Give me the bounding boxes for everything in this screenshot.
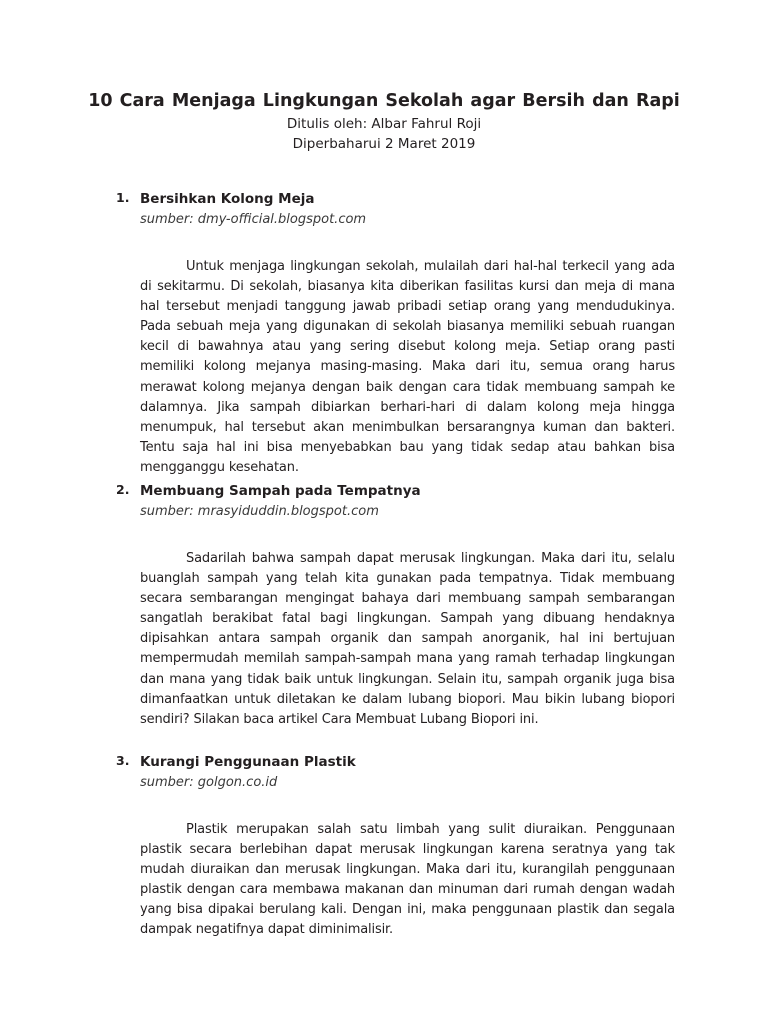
- document-title: 10 Cara Menjaga Lingkungan Sekolah agar Bersih dan Rapi: [88, 91, 680, 111]
- document-header: [0, 88, 768, 154]
- section-source: sumber: mrasyiduddin.blogspot.com: [140, 504, 379, 519]
- section-heading: Kurangi Penggunaan Plastik: [140, 754, 356, 770]
- author-line: Ditulis oleh: Albar Fahrul Roji: [286, 116, 482, 132]
- section-number: 3.: [116, 753, 130, 768]
- section-heading: Bersihkan Kolong Meja: [140, 191, 315, 207]
- section-body: Untuk menjaga lingkungan sekolah, mulailah dari hal-hal terkecil yang ada di sekitarmu. Di sekolah, biasanya kita diberikan fasilitas kursi dan meja di mana hal tersebut menjadi tanggung jawab pribadi setiap orang yang mendudukinya. Pada sebuah meja yang digunakan di sekolah biasanya memiliki sebuah ruangan kecil di bawahnya atau yang sering disebut kolong meja. Setiap orang pasti memiliki kolong mejanya masing-masing. Maka dari itu, semua orang harus merawat kolong mejanya dengan baik dengan cara tidak membuang sampah ke dalamnya. Jika sampah dibiarkan berhari-hari di dalam kolong meja hingga menumpuk, hal tersebut akan menimbulkan bersarangnya kuman dan bakteri. Tentu saja hal ini bisa menyebabkan bau yang tidak sedap atau bahkan bisa mengganggu kesehatan.: [140, 259, 675, 475]
- section-1: [0, 188, 768, 478]
- section-heading: Membuang Sampah pada Tempatnya: [140, 483, 421, 499]
- section-3: [0, 751, 768, 941]
- section-source: sumber: dmy-official.blogspot.com: [140, 212, 367, 227]
- section-number: 2.: [116, 482, 130, 497]
- section-source: sumber: golgon.co.id: [140, 775, 278, 790]
- section-2: [0, 480, 768, 730]
- section-body: Sadarilah bahwa sampah dapat merusak lingkungan. Maka dari itu, selalu buanglah sampah yang telah kita gunakan pada tempatnya. Tidak membuang secara sembarangan mengingat bahaya dari membuang sampah sembarangan sangatlah berakibat fatal bagi lingkungan. Sampah yang dibuang hendaknya dipisahkan antara sampah organik dan sampah anorganik, hal ini bertujuan mempermudah memilah sampah-sampah mana yang ramah terhadap lingkungan dan mana yang tidak baik untuk lingkungan. Selain itu, sampah organik juga bisa dimanfaatkan untuk diletakan ke dalam lubang biopori. Mau bikin lubang biopori sendiri? Silakan baca artikel Cara Membuat Lubang Biopori ini.: [140, 551, 675, 727]
- section-heading-row: [0, 188, 768, 210]
- section-number: 1.: [116, 190, 130, 205]
- section-body: Plastik merupakan salah satu limbah yang sulit diuraikan. Penggunaan plastik secara berlebihan dapat merusak lingkungan karena seratnya yang tak mudah diuraikan dan merusak lingkungan. Maka dari itu, kurangilah penggunaan plastik dengan cara membawa makanan dan minuman dari rumah dengan wadah yang bisa dipakai berulang kali. Dengan ini, maka penggunaan plastik dan segala dampak negatifnya dapat diminimalisir.: [140, 822, 675, 938]
- updated-date: Diperbaharui 2 Maret 2019: [292, 136, 476, 152]
- section-heading-row: [0, 480, 768, 502]
- section-heading-row: [0, 751, 768, 773]
